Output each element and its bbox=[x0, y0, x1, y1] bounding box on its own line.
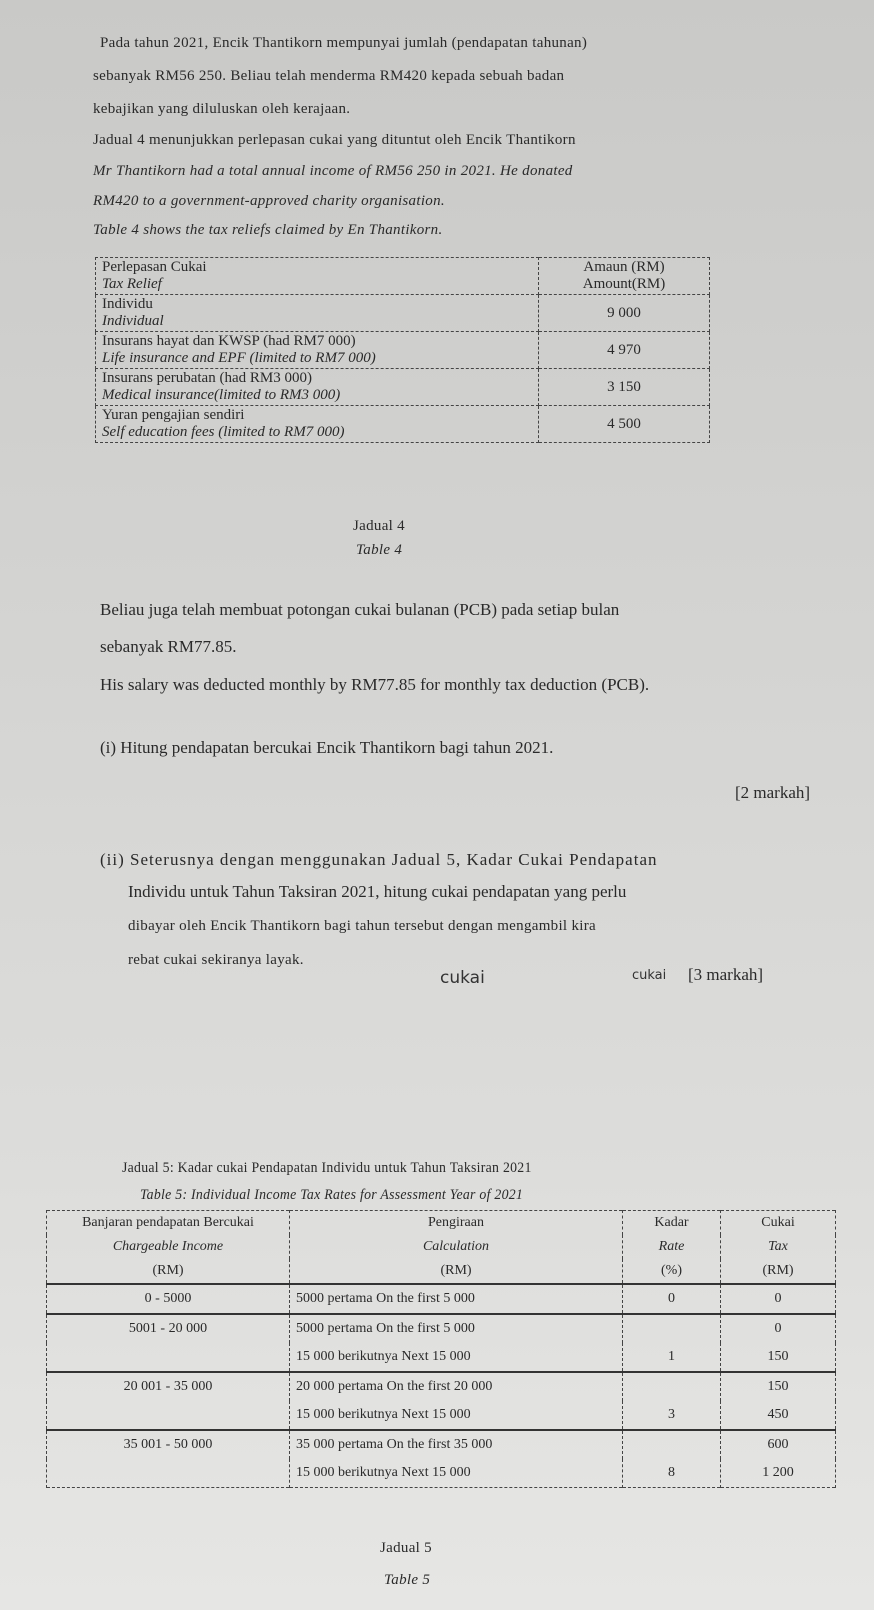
tax-cell: 0 bbox=[721, 1314, 836, 1343]
table5-caption-en: Table 5 bbox=[384, 1572, 431, 1588]
range-cell bbox=[47, 1401, 290, 1430]
range-cell bbox=[47, 1459, 290, 1488]
table-row bbox=[96, 369, 710, 406]
relief-ms: Insurans hayat dan KWSP (had RM7 000) bbox=[102, 333, 356, 349]
intro-ms-line1: Pada tahun 2021, Encik Thantikorn mempunyai jumlah (pendapatan tahunan) bbox=[100, 35, 588, 51]
calc-cell: 35 000 pertama On the first 35 000 bbox=[290, 1430, 623, 1459]
calc-cell: 5000 pertama On the first 5 000 bbox=[290, 1314, 623, 1343]
header-cell: Calculation bbox=[290, 1235, 623, 1259]
tax-cell: 0 bbox=[721, 1284, 836, 1314]
table-header-row bbox=[47, 1235, 836, 1259]
relief-amount: 4 500 bbox=[539, 406, 710, 443]
tax-relief-table bbox=[95, 257, 710, 443]
table-row bbox=[96, 295, 710, 332]
table-row bbox=[47, 1372, 836, 1401]
tax-cell: 450 bbox=[721, 1401, 836, 1430]
table-row bbox=[47, 1284, 836, 1314]
tax-cell: 600 bbox=[721, 1430, 836, 1459]
relief-en: Individual bbox=[102, 313, 164, 329]
rate-cell: 0 bbox=[623, 1284, 721, 1314]
rate-cell bbox=[623, 1430, 721, 1459]
calc-cell: 15 000 berikutnya Next 15 000 bbox=[290, 1459, 623, 1488]
rate-cell: 8 bbox=[623, 1459, 721, 1488]
table5-title-en: Table 5: Individual Income Tax Rates for Assessment Year of 2021 bbox=[140, 1187, 524, 1203]
tax-cell: 150 bbox=[721, 1372, 836, 1401]
header-cell: (RM) bbox=[47, 1259, 290, 1284]
handwritten-note: cukai bbox=[440, 968, 485, 988]
table-row bbox=[47, 1314, 836, 1343]
question-i: (i) Hitung pendapatan bercukai Encik Thantikorn bagi tahun 2021. bbox=[100, 738, 554, 757]
relief-ms: Individu bbox=[102, 296, 153, 312]
intro-ms-line2: sebanyak RM56 250. Beliau telah menderma RM420 kepada sebuah badan bbox=[93, 68, 565, 84]
header-relief-en: Tax Relief bbox=[102, 276, 162, 292]
intro-ms-line3: kebajikan yang diluluskan oleh kerajaan. bbox=[93, 101, 351, 117]
header-amount-ms: Amaun (RM) bbox=[583, 259, 665, 275]
header-cell: (%) bbox=[623, 1259, 721, 1284]
header-amount-en: Amount(RM) bbox=[582, 276, 666, 292]
table-row bbox=[47, 1430, 836, 1459]
intro-en-line1: Mr Thantikorn had a total annual income of RM56 250 in 2021. He donated bbox=[93, 163, 573, 179]
calc-cell: 20 000 pertama On the first 20 000 bbox=[290, 1372, 623, 1401]
question-i-marks: [2 markah] bbox=[735, 783, 811, 802]
tax-cell: 1 200 bbox=[721, 1459, 836, 1488]
relief-en: Medical insurance(limited to RM3 000) bbox=[102, 387, 341, 403]
table4-caption-ms: Jadual 4 bbox=[353, 518, 405, 534]
question-ii-line3: dibayar oleh Encik Thantikorn bagi tahun tersebut dengan mengambil kira bbox=[128, 918, 596, 934]
pcb-ms-line2: sebanyak RM77.85. bbox=[100, 637, 237, 656]
table-row bbox=[47, 1459, 836, 1488]
intro-ms-line4: Jadual 4 menunjukkan perlepasan cukai yang dituntut oleh Encik Thantikorn bbox=[93, 132, 576, 148]
table-header-row bbox=[96, 258, 710, 295]
range-cell bbox=[47, 1343, 290, 1372]
relief-ms: Insurans perubatan (had RM3 000) bbox=[102, 370, 312, 386]
relief-amount: 3 150 bbox=[539, 369, 710, 406]
question-ii-line4: rebat cukai sekiranya layak. bbox=[128, 952, 304, 968]
rate-cell bbox=[623, 1372, 721, 1401]
relief-en: Life insurance and EPF (limited to RM7 000) bbox=[102, 350, 376, 366]
table-row bbox=[96, 332, 710, 369]
intro-en-line3: Table 4 shows the tax reliefs claimed by En Thantikorn. bbox=[93, 222, 443, 238]
header-cell: Tax bbox=[721, 1235, 836, 1259]
table5-caption-ms: Jadual 5 bbox=[380, 1540, 432, 1556]
question-ii-line1: (ii) Seterusnya dengan menggunakan Jadual 5, Kadar Cukai Pendapatan bbox=[100, 850, 658, 869]
header-cell: Cukai bbox=[721, 1211, 836, 1236]
header-relief-ms: Perlepasan Cukai bbox=[102, 259, 207, 275]
rate-cell: 1 bbox=[623, 1343, 721, 1372]
tax-cell: 150 bbox=[721, 1343, 836, 1372]
question-ii-marks: [3 markah] bbox=[688, 965, 764, 984]
table-row bbox=[47, 1401, 836, 1430]
header-cell: Banjaran pendapatan Bercukai bbox=[47, 1211, 290, 1236]
table5-title-ms: Jadual 5: Kadar cukai Pendapatan Individu untuk Tahun Taksiran 2021 bbox=[122, 1160, 532, 1176]
calc-cell: 15 000 berikutnya Next 15 000 bbox=[290, 1343, 623, 1372]
table-row bbox=[47, 1343, 836, 1372]
range-cell: 5001 - 20 000 bbox=[47, 1314, 290, 1343]
relief-amount: 9 000 bbox=[539, 295, 710, 332]
header-cell: Kadar bbox=[623, 1211, 721, 1236]
relief-ms: Yuran pengajian sendiri bbox=[102, 407, 245, 423]
pcb-ms-line1: Beliau juga telah membuat potongan cukai bulanan (PCB) pada setiap bulan bbox=[100, 600, 620, 619]
table-header-row bbox=[47, 1211, 836, 1236]
calc-cell: 5000 pertama On the first 5 000 bbox=[290, 1284, 623, 1314]
question-ii-line2: Individu untuk Tahun Taksiran 2021, hitung cukai pendapatan yang perlu bbox=[128, 882, 627, 901]
header-cell: Pengiraan bbox=[290, 1211, 623, 1236]
header-cell: (RM) bbox=[721, 1259, 836, 1284]
range-cell: 35 001 - 50 000 bbox=[47, 1430, 290, 1459]
header-cell: (RM) bbox=[290, 1259, 623, 1284]
relief-amount: 4 970 bbox=[539, 332, 710, 369]
header-cell: Chargeable Income bbox=[47, 1235, 290, 1259]
relief-en: Self education fees (limited to RM7 000) bbox=[102, 424, 345, 440]
range-cell: 20 001 - 35 000 bbox=[47, 1372, 290, 1401]
pcb-en: His salary was deducted monthly by RM77.85 for monthly tax deduction (PCB). bbox=[100, 675, 650, 694]
calc-cell: 15 000 berikutnya Next 15 000 bbox=[290, 1401, 623, 1430]
table-row bbox=[96, 406, 710, 443]
intro-en-line2: RM420 to a government-approved charity organisation. bbox=[93, 193, 445, 209]
tax-rate-table bbox=[46, 1210, 836, 1488]
header-cell: Rate bbox=[623, 1235, 721, 1259]
rate-cell bbox=[623, 1314, 721, 1343]
table-header-row bbox=[47, 1259, 836, 1284]
table4-caption-en: Table 4 bbox=[356, 542, 403, 558]
range-cell: 0 - 5000 bbox=[47, 1284, 290, 1314]
handwritten-note: cukai bbox=[632, 968, 667, 983]
rate-cell: 3 bbox=[623, 1401, 721, 1430]
